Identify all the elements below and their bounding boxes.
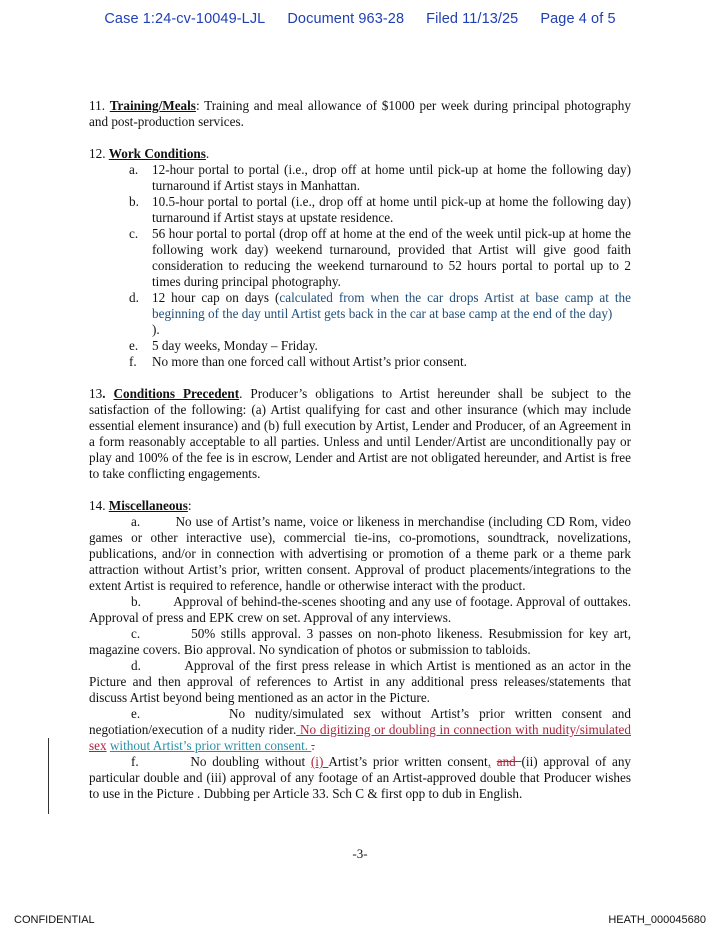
section-11-text: : Training and meal allowance of $1000 per week during principal photography and post-production services. <box>89 98 631 129</box>
page-indicator: Page 4 of 5 <box>540 11 616 27</box>
section-11: 11. Training/Meals: Training and meal allowance of $1000 per week during principal photography and post-production services. <box>89 98 631 129</box>
tracked-insertion-red: No digitizing or doubling in connection with nudity/simulated sex <box>89 722 631 753</box>
tracked-deletion-and: and <box>496 754 522 769</box>
section-13-text: . Producer’s obligations to Artist hereunder shall be subject to the satisfaction of the following: (a) Artist qualifying for cast and other insurance (which may include essential element insurance) and (b) full execution by Artist, Lender and Producer, of an Agreement in a form reasonably acceptable to all parties. Unless and until Lender/Artist are unconditionally pay or play and 100% of the fee is in escrow, Lender and Artist are not obligated hereunder, and Artist is free to take conflicting engagements. <box>89 386 631 481</box>
section-13: 13. Conditions Precedent. Producer’s obligations to Artist hereunder shall be subject to the satisfaction of the following: (a) Artist qualifying for cast and other insurance (which may include essential element insurance) and (b) full execution by Artist, Lender and Producer, of an Agreement in a form reasonably acceptable to all parties. Unless and until Lender/Artist are unconditionally pay or play and 100% of the fee is in escrow, Lender and Artist are not obligated hereunder, and Artist is free to take conflicting engagements. <box>89 386 631 481</box>
section-12-item-a: a. 12-hour portal to portal (i.e., drop off at home until pick-up at home the following day) turnaround if Artist stays in Manhattan. <box>129 162 631 193</box>
document-body <box>89 98 631 802</box>
tracked-insertion-comma: , <box>487 754 491 769</box>
filed-date: Filed 11/13/25 <box>426 11 519 27</box>
revision-change-bar <box>48 738 49 814</box>
tracked-deletion: . <box>311 738 315 753</box>
section-14: 14. Miscellaneous: <box>89 498 192 513</box>
document-number: Document 963-28 <box>287 11 405 27</box>
section-14-item-c: c. 50% stills approval. 3 passes on non-photo likeness. Resubmission for key art, magazine covers. Bio approval. No syndication of photos or submission to tabloids. <box>89 626 631 657</box>
section-12-item-e: e. 5 day weeks, Monday – Friday. <box>129 338 318 353</box>
section-14-item-d: d. Approval of the first press release in which Artist is mentioned as an actor in the Picture and then approval of references to Artist in any additional press releases/statements that discuss Artist beyond being mentioned as an actor in the Picture. <box>89 658 631 705</box>
section-14-item-e: e. No nudity/simulated sex without Artist’s prior written consent and negotiation/execution of a nudity rider. No digitizing or doubling in connection with nudity/simulated sex without Artist’s prior written consent. . <box>89 706 631 753</box>
section-12-item-c: c. 56 hour portal to portal (drop off at home at the end of the week until pick-up at home the following work day) weekend turnaround, provided that Artist will give good faith consideration to reducing the weekend turnaround to 52 hours portal to portal up to 2 times during principal photography. <box>129 226 631 289</box>
tracked-insertion-i: (i) <box>310 754 329 769</box>
section-12-item-d: d. 12 hour cap on days (calculated from when the car drops Artist at base camp at the beginning of the day until Artist gets back in the car at base camp at the end of the day) ). <box>129 290 631 337</box>
section-13-heading: Conditions Precedent <box>113 386 240 401</box>
section-14-heading: Miscellaneous <box>108 498 188 513</box>
section-11-heading: Training/Meals <box>109 98 196 113</box>
section-12-item-f: f. No more than one forced call without Artist’s prior consent. <box>129 354 467 369</box>
tracked-insertion-teal: without Artist’s prior written consent. <box>109 738 312 753</box>
case-number: Case 1:24-cv-10049-LJL <box>104 11 266 27</box>
section-12-item-b: b. 10.5-hour portal to portal (i.e., drop off at home until pick-up at home the following day) turnaround if Artist stays at upstate residence. <box>129 194 631 225</box>
section-14-item-f: f. No doubling without (i) Artist’s prior written consent, and (ii) approval of any particular double and (iii) approval of any footage of an Artist-approved double that Producer wishes to use in the Picture . Dubbing per Article 33. Sch C & first opp to dub in English. <box>89 754 632 801</box>
section-14-item-a: a. No use of Artist’s name, voice or likeness in merchandise (including CD Rom, video games or other interactive use), commercial tie-ins, co-promotions, soundtrack, novelizations, publications, and/or in connection with advertising or promotion of a theme park or a theme park attraction without Artist’s prior, written consent. Approval of product placements/integrations to the extent Artist is required to reference, handle or otherwise interact with the product. <box>89 514 631 593</box>
court-filing-header <box>0 11 720 27</box>
section-14-item-b: b. Approval of behind-the-scenes shooting and any use of footage. Approval of outtakes. Approval of press and EPK crew on set. Approval of any interviews. <box>89 594 631 625</box>
confidential-label: CONFIDENTIAL <box>14 914 95 926</box>
section-12-heading: Work Conditions <box>108 146 206 161</box>
section-12: 12. Work Conditions. <box>89 146 210 161</box>
inserted-text-blue: calculated from when the car drops Artist at base camp at the beginning of the day until Artist gets back in the car at base camp at the end of the day) <box>152 290 631 321</box>
bates-number: HEATH_000045680 <box>608 914 706 926</box>
page-number: -3- <box>352 846 368 861</box>
